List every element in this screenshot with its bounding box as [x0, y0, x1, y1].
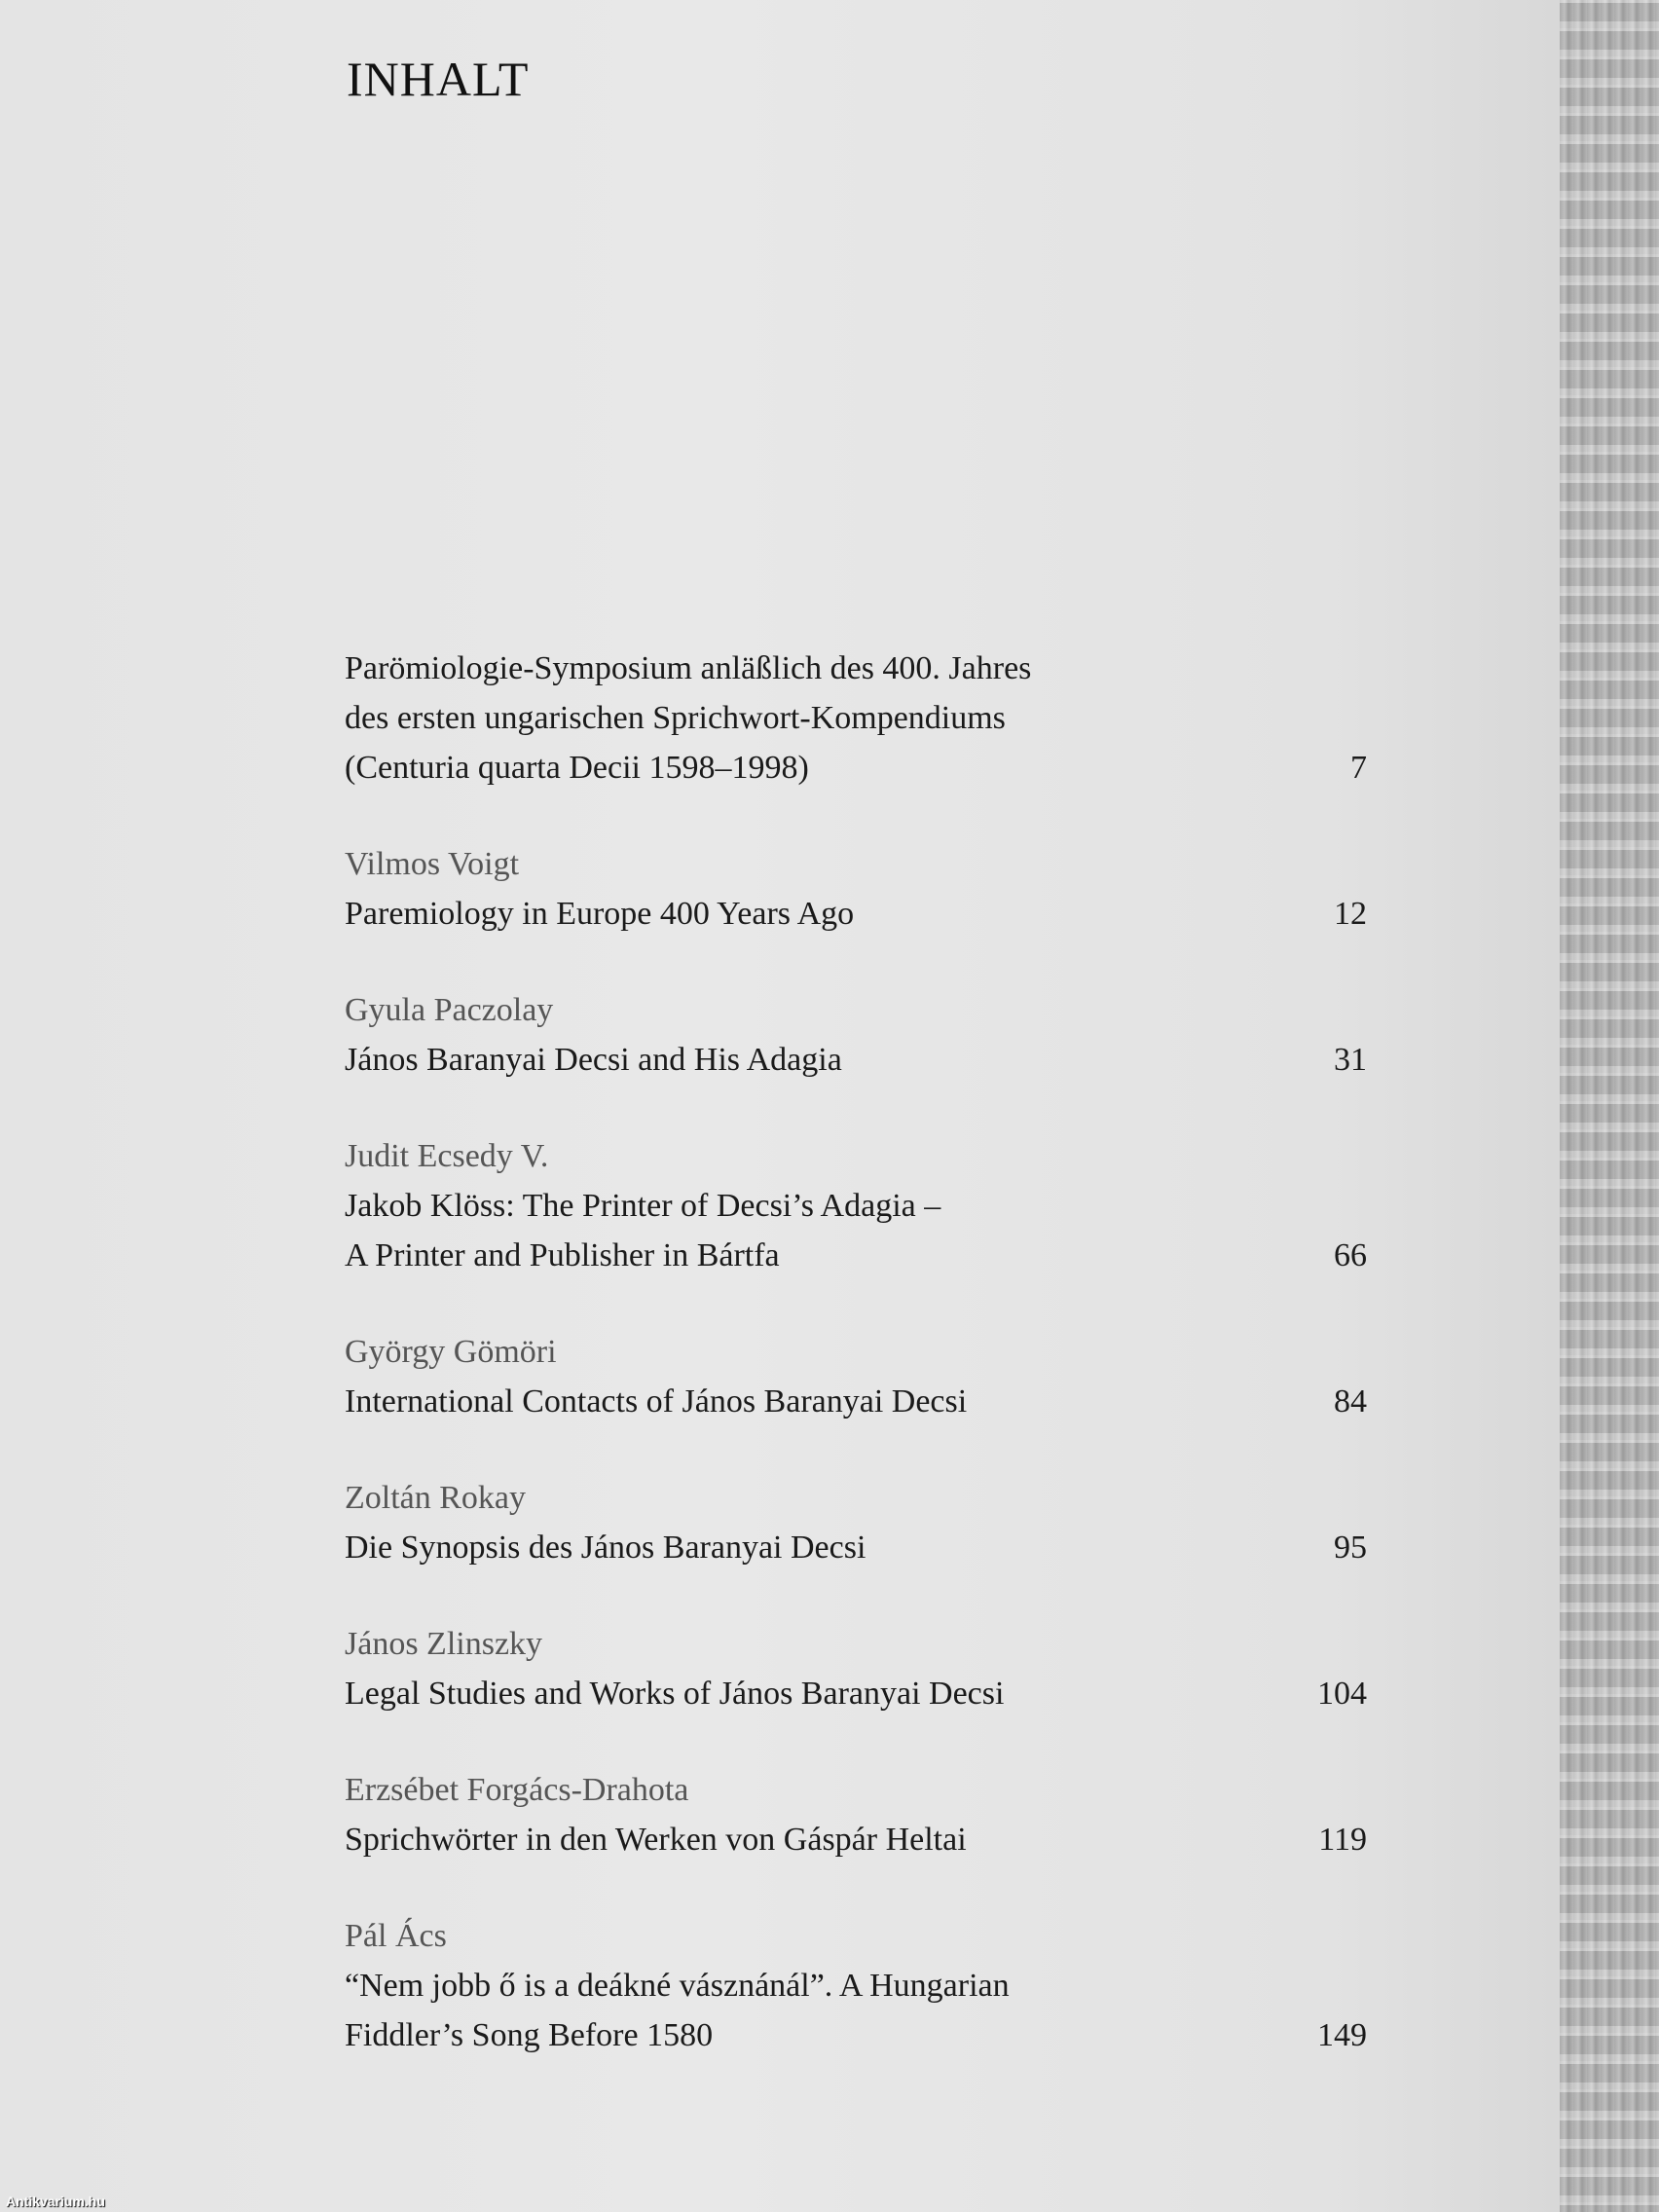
toc-title-line: [345, 1523, 1367, 1572]
toc-title-line: [345, 644, 1367, 693]
toc-page-number: 84: [1334, 1383, 1367, 1419]
toc-author: Pál Ács: [345, 1918, 447, 1954]
toc-author: Judit Ecsedy V.: [345, 1138, 549, 1174]
toc-title-line: [345, 1961, 1367, 2010]
toc-page-number: 119: [1318, 1822, 1367, 1858]
toc-page-number: 95: [1334, 1530, 1367, 1566]
toc-entry: [345, 1131, 1367, 1280]
toc-page-number: 149: [1317, 2017, 1367, 2053]
toc-title-line: [345, 1377, 1367, 1426]
toc-author: János Zlinszky: [345, 1626, 543, 1662]
toc-author: Vilmos Voigt: [345, 846, 520, 882]
toc-title-text: “Nem jobb ő is a deákné vásznánál”. A Hungarian: [345, 1968, 1010, 2004]
toc-title-text: Paremiology in Europe 400 Years Ago: [345, 896, 855, 932]
toc-title-line: [345, 693, 1367, 743]
toc-title-text: Jakob Klöss: The Printer of Decsi’s Adagia –: [345, 1188, 941, 1224]
toc-entry: [345, 1473, 1367, 1572]
toc-title-line: [345, 889, 1367, 939]
watermark: Antikvarium.hu: [6, 2194, 105, 2209]
toc-title-text: János Baranyai Decsi and His Adagia: [345, 1042, 842, 1078]
toc-entry: [345, 1765, 1367, 1864]
toc-title-line: [345, 1815, 1367, 1864]
toc-title-text: International Contacts of János Baranyai Decsi: [345, 1383, 968, 1419]
toc-title-text: Legal Studies and Works of János Baranyai Decsi: [345, 1676, 1005, 1712]
toc-page-number: 12: [1334, 896, 1367, 932]
toc-title-line: [345, 1231, 1367, 1280]
toc-title-text: des ersten ungarischen Sprichwort-Kompendiums: [345, 700, 1006, 736]
toc-title-line: [345, 1181, 1367, 1231]
toc-title-text: A Printer and Publisher in Bártfa: [345, 1237, 780, 1273]
toc-author: Erzsébet Forgács-Drahota: [345, 1772, 689, 1808]
toc-entry: [345, 839, 1367, 939]
toc-entry: [345, 1327, 1367, 1426]
toc-author: Gyula Paczolay: [345, 992, 554, 1028]
toc-title-line: [345, 2010, 1367, 2060]
toc-entry: [345, 1911, 1367, 2060]
toc-entry: [345, 985, 1367, 1085]
toc-title-text: (Centuria quarta Decii 1598–1998): [345, 750, 809, 786]
toc-title-line: [345, 1669, 1367, 1718]
page-title: INHALT: [347, 52, 530, 106]
toc-entry: [345, 1619, 1367, 1718]
toc-page-number: 66: [1334, 1237, 1367, 1273]
table-of-contents: [345, 644, 1367, 2107]
toc-page-number: 31: [1334, 1042, 1367, 1078]
toc-title-text: Parömiologie-Symposium anläßlich des 400. Jahres: [345, 650, 1032, 686]
toc-author: György Gömöri: [345, 1334, 557, 1370]
toc-title-line: [345, 743, 1367, 793]
toc-page-number: 104: [1317, 1676, 1367, 1712]
toc-title-text: Fiddler’s Song Before 1580: [345, 2017, 714, 2053]
toc-title-text: Sprichwörter in den Werken von Gáspár Heltai: [345, 1822, 967, 1858]
toc-title-text: Die Synopsis des János Baranyai Decsi: [345, 1530, 866, 1566]
toc-author: Zoltán Rokay: [345, 1480, 527, 1516]
toc-title-line: [345, 1035, 1367, 1085]
toc-entry: [345, 644, 1367, 793]
wood-background: [1560, 0, 1659, 2212]
toc-page-number: 7: [1350, 750, 1367, 786]
